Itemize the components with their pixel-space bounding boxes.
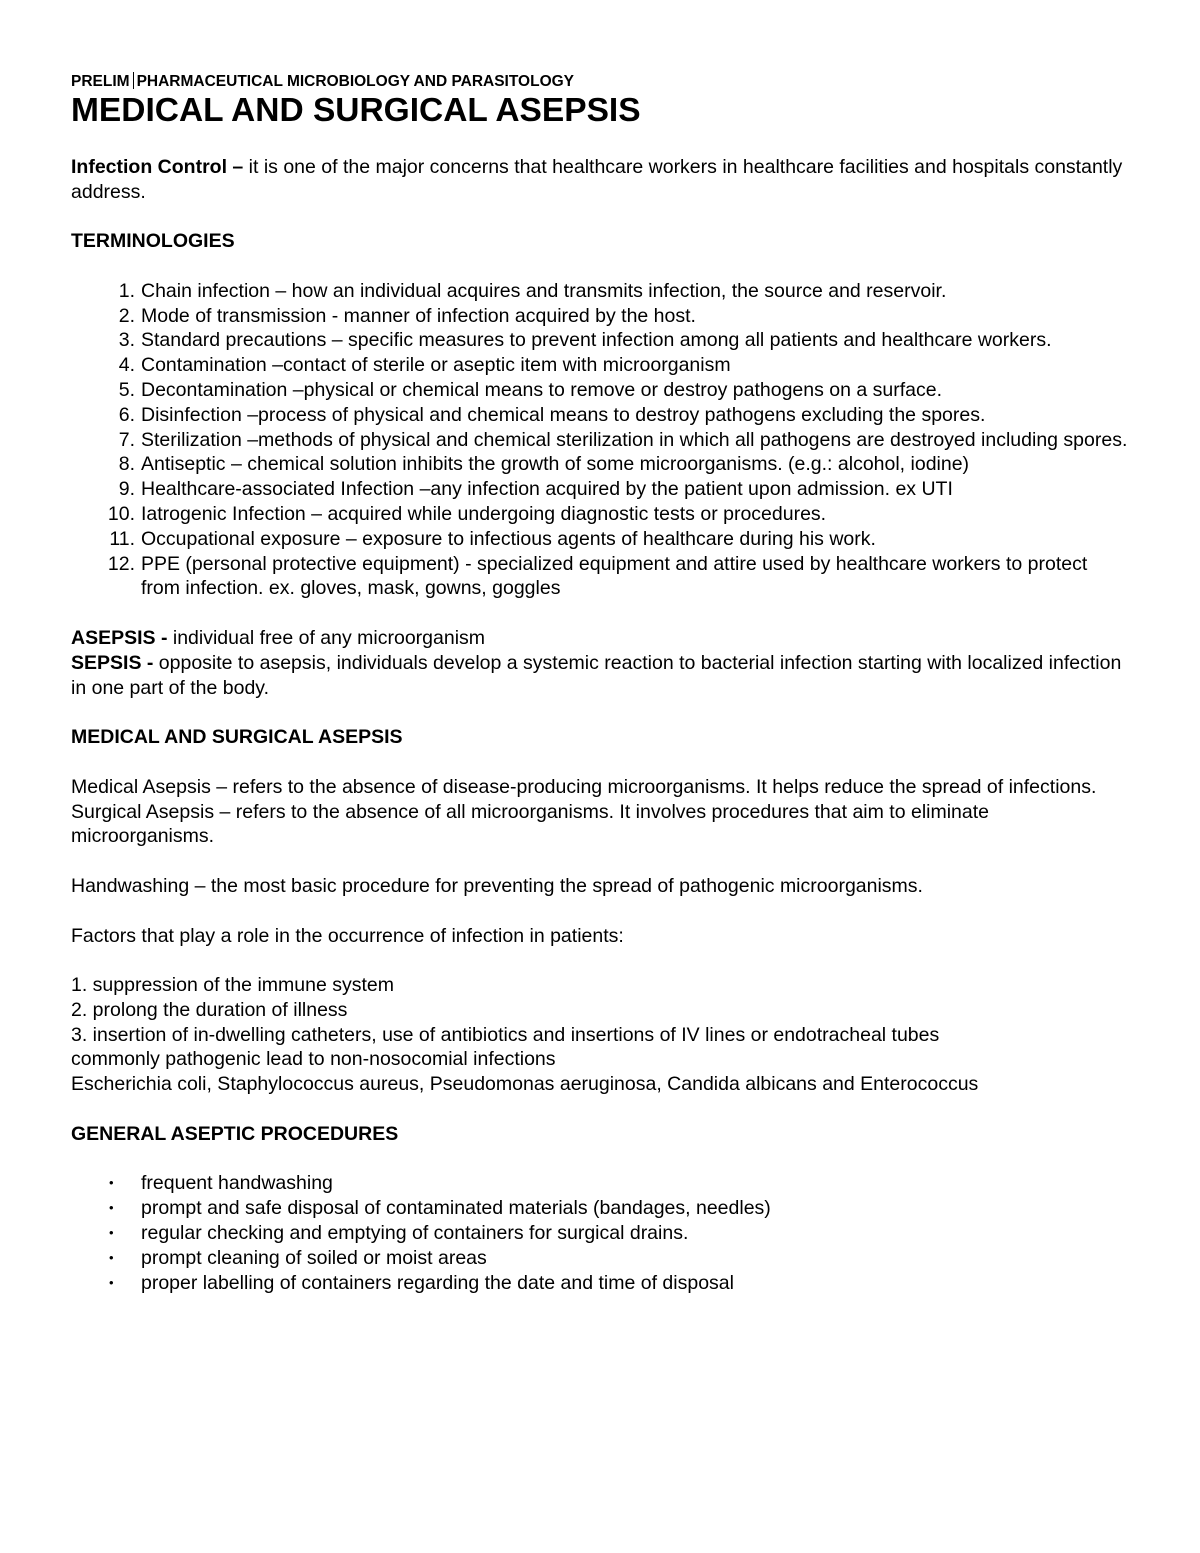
document-title: MEDICAL AND SURGICAL ASEPSIS (71, 92, 641, 129)
pathogens-list: Escherichia coli, Staphylococcus aureus, Pseudomonas aeruginosa, Candida albicans and Enterococcus (71, 1073, 979, 1096)
course-name: PHARMACEUTICAL MICROBIOLOGY AND PARASITOLOGY (136, 73, 575, 90)
med-surg-heading: MEDICAL AND SURGICAL ASEPSIS (71, 726, 403, 749)
list-item-text: prompt cleaning of soiled or moist areas (141, 1246, 487, 1269)
list-item-text: Iatrogenic Infection – acquired while undergoing diagnostic tests or procedures. (141, 502, 827, 525)
list-item (71, 353, 1130, 378)
terminologies-list (71, 279, 1130, 601)
factor-item: 3. insertion of in-dwelling catheters, use of antibiotics and insertions of IV lines or endotracheal tubes (71, 1023, 940, 1046)
bullet-icon: • (109, 1225, 114, 1241)
asepsis-term: ASEPSIS - (71, 626, 168, 649)
bullet-icon: • (109, 1200, 114, 1216)
general-procedures-heading: GENERAL ASEPTIC PROCEDURES (71, 1122, 399, 1145)
factor-item: 2. prolong the duration of illness (71, 998, 348, 1021)
list-item-text: PPE (personal protective equipment) - specialized equipment and attire used by healthcare workers to protect from infection. ex. gloves, mask, gowns, goggles (141, 552, 1088, 600)
factors-intro: Factors that play a role in the occurrence of infection in patients: (71, 924, 624, 947)
list-item-text: frequent handwashing (141, 1172, 333, 1195)
medical-asepsis-paragraph: Medical Asepsis – refers to the absence of disease-producing microorganisms. It helps reduce the spread of infections. (71, 775, 1097, 798)
list-item-text: Sterilization –methods of physical and chemical sterilization in which all pathogens are destroyed including spores. (141, 428, 1128, 451)
list-item-text: regular checking and emptying of containers for surgical drains. (141, 1222, 689, 1245)
list-item (71, 1171, 1130, 1196)
factor-item: 1. suppression of the immune system (71, 974, 394, 997)
list-item-number: 1. (118, 279, 135, 302)
list-item-text: Antiseptic – chemical solution inhibits the growth of some microorganisms. (e.g.: alcohol, iodine) (141, 453, 970, 476)
list-item-number: 5. (118, 378, 135, 401)
list-item (71, 552, 1130, 602)
terminologies-heading: TERMINOLOGIES (71, 230, 235, 253)
intro-text: it is one of the major concerns that healthcare workers in healthcare facilities and hospitals constantly address. (71, 155, 1123, 203)
course-term: PRELIM (71, 73, 130, 90)
list-item (71, 328, 1130, 353)
list-item-text: Disinfection –process of physical and chemical means to destroy pathogens excluding the spores. (141, 403, 986, 426)
sepsis-term: SEPSIS - (71, 651, 154, 674)
asepsis-text: individual free of any microorganism (167, 626, 486, 649)
list-item-text: Contamination –contact of sterile or aseptic item with microorganism (141, 354, 731, 377)
asepsis-definition (71, 626, 1130, 651)
list-item (71, 304, 1130, 329)
list-item-text: Decontamination –physical or chemical means to remove or destroy pathogens on a surface. (141, 378, 943, 401)
list-item-number: 11. (109, 527, 135, 550)
list-item-text: Mode of transmission - manner of infection acquired by the host. (141, 304, 696, 327)
list-item (71, 527, 1130, 552)
list-item (71, 378, 1130, 403)
list-item-number: 2. (118, 304, 135, 327)
list-item (71, 403, 1130, 428)
list-item-text: Healthcare-associated Infection –any infection acquired by the patient upon admission. ex UTI (141, 478, 953, 501)
sepsis-text: opposite to asepsis, individuals develop a systemic reaction to bacterial infection starting with localized infection in one part of the body. (71, 651, 1122, 699)
list-item-number: 4. (118, 354, 135, 377)
list-item-text: proper labelling of containers regarding the date and time of disposal (141, 1271, 734, 1294)
sepsis-definition (71, 651, 1130, 701)
list-item (71, 452, 1130, 477)
list-item-text: prompt and safe disposal of contaminated materials (bandages, needles) (141, 1197, 771, 1220)
bullet-icon: • (109, 1175, 114, 1191)
list-item-text: Standard precautions – specific measures to prevent infection among all patients and healthcare workers. (141, 329, 1052, 352)
general-procedures-list (71, 1171, 1130, 1295)
list-item (71, 1246, 1130, 1271)
list-item-number: 9. (118, 478, 135, 501)
list-item (71, 502, 1130, 527)
surgical-asepsis-paragraph: Surgical Asepsis – refers to the absence of all microorganisms. It involves procedures that aim to eliminate microorganisms. (71, 800, 990, 848)
bullet-icon: • (109, 1274, 114, 1290)
list-item-number: 7. (118, 428, 135, 451)
list-item-text: Chain infection – how an individual acquires and transmits infection, the source and reservoir. (141, 279, 947, 302)
header-separator (133, 72, 134, 89)
list-item (71, 428, 1130, 453)
handwashing-paragraph: Handwashing – the most basic procedure for preventing the spread of pathogenic microorganisms. (71, 874, 923, 897)
list-item-number: 12. (107, 552, 135, 575)
list-item-number: 6. (118, 403, 135, 426)
list-item (71, 1196, 1130, 1221)
course-header (71, 72, 1130, 92)
pathogens-intro: commonly pathogenic lead to non-nosocomial infections (71, 1048, 556, 1071)
list-item (71, 477, 1130, 502)
list-item (71, 1271, 1130, 1296)
intro-term: Infection Control – (71, 155, 244, 178)
list-item-number: 10. (107, 502, 135, 525)
intro-paragraph (71, 155, 1130, 205)
list-item-number: 8. (118, 453, 135, 476)
bullet-icon: • (109, 1249, 114, 1265)
list-item-number: 3. (118, 329, 135, 352)
list-item (71, 1221, 1130, 1246)
list-item (71, 279, 1130, 304)
list-item-text: Occupational exposure – exposure to infectious agents of healthcare during his work. (141, 527, 876, 550)
